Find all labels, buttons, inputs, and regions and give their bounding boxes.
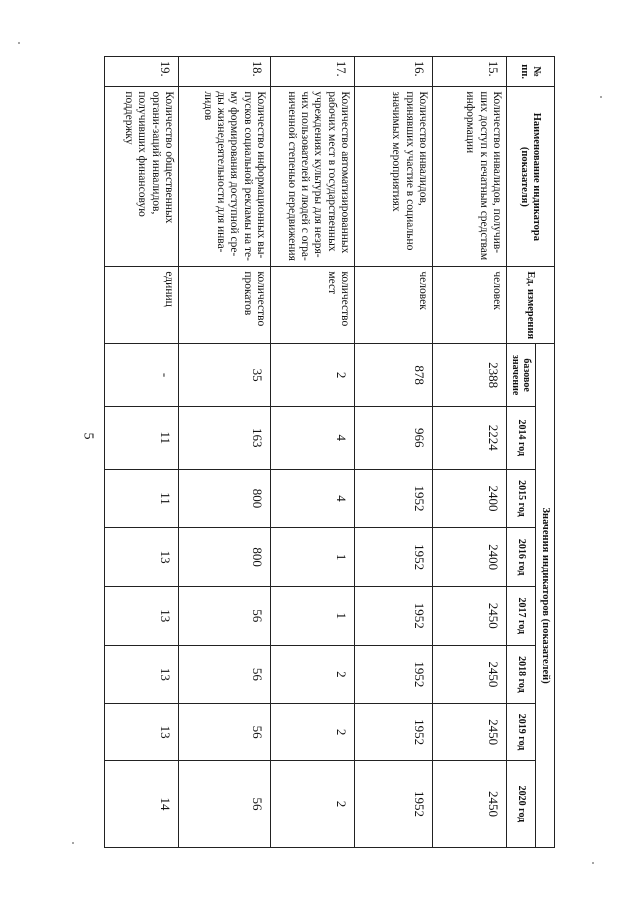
header-year: 2017 год (506, 586, 535, 645)
indicator-name: Количество инвалидов, принявших участие в социально значимых мероприятиях (354, 87, 432, 267)
row-number: 16. (354, 57, 432, 87)
year-value: 1952 (354, 586, 432, 645)
year-value: 13 (105, 645, 179, 704)
row-number: 19. (105, 57, 179, 87)
header-year: 2016 год (506, 528, 535, 587)
year-value: 800 (178, 528, 270, 587)
base-value: 35 (178, 344, 270, 407)
header-year: 2019 год (506, 704, 535, 761)
table-row (354, 57, 432, 848)
year-value: 56 (178, 704, 270, 761)
table-row (178, 57, 270, 848)
header-year: 2014 год (506, 406, 535, 469)
year-value: 13 (105, 586, 179, 645)
year-value: 11 (105, 406, 179, 469)
year-value: 11 (105, 469, 179, 528)
year-value: 2450 (432, 760, 506, 847)
unit-cell: единиц (105, 267, 179, 344)
header-base: базовое значение (506, 344, 535, 407)
year-value: 2 (270, 645, 354, 704)
year-value: 1 (270, 528, 354, 587)
header-values-group: Значения индикаторов (показателей) (536, 344, 555, 848)
year-value: 1952 (354, 645, 432, 704)
year-value: 4 (270, 469, 354, 528)
header-unit: Ед. измерения (506, 267, 554, 344)
header-num: № пп. (506, 57, 554, 87)
header-year: 2015 год (506, 469, 535, 528)
scan-speck (18, 42, 20, 44)
unit-cell: количество прокатов (178, 267, 270, 344)
year-value: 163 (178, 406, 270, 469)
base-value: 2388 (432, 344, 506, 407)
row-number: 18. (178, 57, 270, 87)
indicator-name: Количество общественных органи-заций инвалидов, получивших финансовую поддержку (105, 87, 179, 267)
year-value: 2450 (432, 645, 506, 704)
year-value: 2400 (432, 469, 506, 528)
year-value: 2450 (432, 586, 506, 645)
year-value: 1952 (354, 528, 432, 587)
year-value: 4 (270, 406, 354, 469)
year-value: 2450 (432, 704, 506, 761)
unit-cell: человек (354, 267, 432, 344)
row-number: 15. (432, 57, 506, 87)
header-year: 2018 год (506, 645, 535, 704)
unit-cell: человек (432, 267, 506, 344)
year-value: 56 (178, 760, 270, 847)
indicator-name: Количество автоматизированных рабочих мест в государственных учреждениях культуры для незря-чих пользователей и людей с огра-ниченной степенью передвижения (270, 87, 354, 267)
table-row (432, 57, 506, 848)
table-row (270, 57, 354, 848)
year-value: 2 (270, 704, 354, 761)
row-number: 17. (270, 57, 354, 87)
year-value: 56 (178, 645, 270, 704)
page-number: 5 (80, 432, 96, 440)
year-value: 2 (270, 760, 354, 847)
unit-cell: количество мест (270, 267, 354, 344)
year-value: 1952 (354, 469, 432, 528)
scan-speck (72, 842, 74, 844)
year-value: 13 (105, 528, 179, 587)
base-value: 2 (270, 344, 354, 407)
header-name: Наименование индикатора (показателя) (506, 87, 554, 267)
year-value: 966 (354, 406, 432, 469)
base-value: - (105, 344, 179, 407)
indicators-table (104, 56, 555, 848)
year-value: 56 (178, 586, 270, 645)
year-value: 14 (105, 760, 179, 847)
scan-speck (592, 862, 594, 864)
year-value: 800 (178, 469, 270, 528)
year-value: 13 (105, 704, 179, 761)
indicator-name: Количество инвалидов, получив-ших доступ к печатным средствам информации (432, 87, 506, 267)
year-value: 1952 (354, 760, 432, 847)
year-value: 1952 (354, 704, 432, 761)
table-row (105, 57, 179, 848)
table-viewport (104, 56, 555, 848)
indicator-name: Количество информационных вы-пусков социальной рекламы на те-му формирования доступной сре-ды жизнедеятельности для инва-лидов (178, 87, 270, 267)
year-value: 1 (270, 586, 354, 645)
year-value: 2400 (432, 528, 506, 587)
scan-speck (600, 96, 602, 98)
base-value: 878 (354, 344, 432, 407)
header-year: 2020 год (506, 760, 535, 847)
year-value: 2224 (432, 406, 506, 469)
